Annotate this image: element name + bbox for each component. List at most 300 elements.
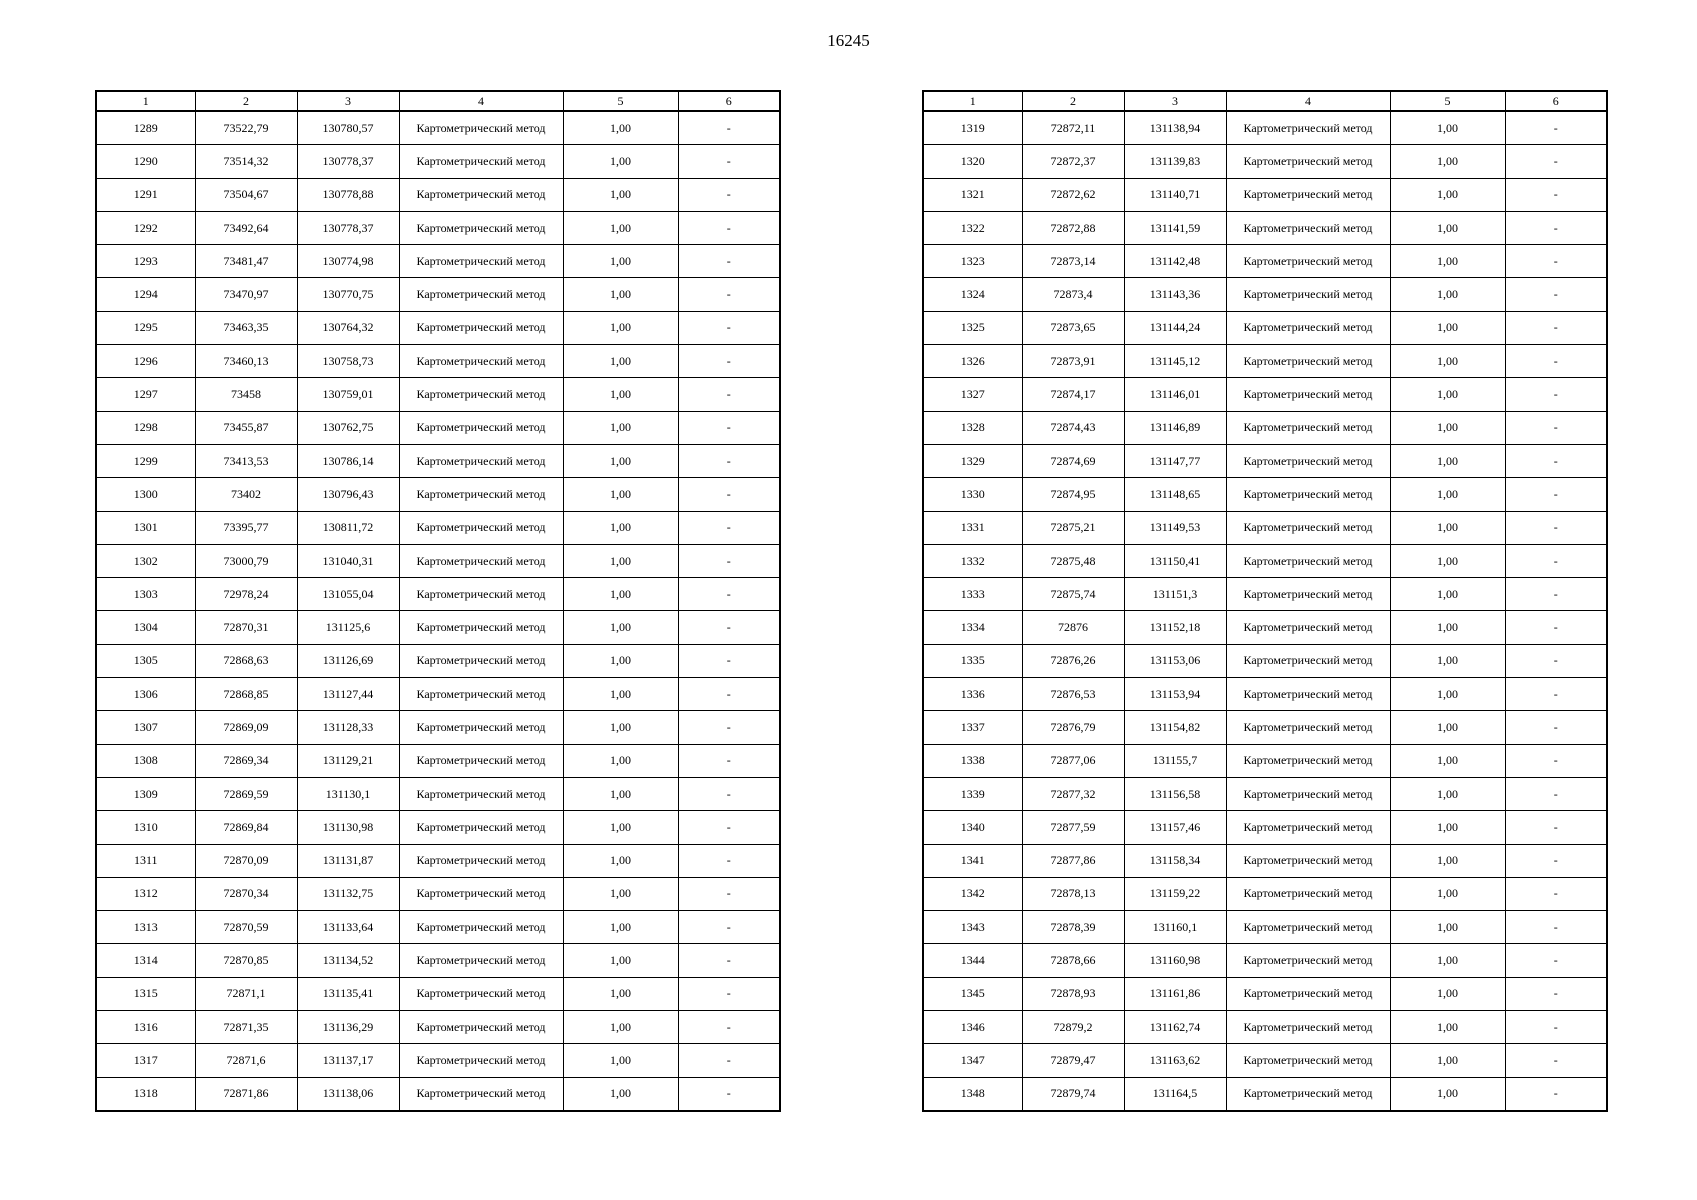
method-cell: Картометрический метод: [399, 977, 563, 1010]
point-number-cell: 1298: [96, 411, 195, 444]
table-row: [96, 345, 780, 378]
method-cell: Картометрический метод: [1226, 111, 1390, 145]
x-coordinate-cell: 73000,79: [195, 544, 297, 577]
column-header: 4: [399, 91, 563, 111]
y-coordinate-cell: 131130,98: [297, 811, 399, 844]
description-cell: -: [678, 611, 780, 644]
point-number-cell: 1343: [923, 911, 1022, 944]
y-coordinate-cell: 131148,65: [1124, 478, 1226, 511]
column-header: 2: [1022, 91, 1124, 111]
accuracy-cell: 1,00: [563, 311, 678, 344]
table-row: [96, 478, 780, 511]
point-number-cell: 1303: [96, 578, 195, 611]
y-coordinate-cell: 131125,6: [297, 611, 399, 644]
point-number-cell: 1291: [96, 178, 195, 211]
column-header: 2: [195, 91, 297, 111]
y-coordinate-cell: 130780,57: [297, 111, 399, 145]
table-row: [923, 877, 1607, 910]
accuracy-cell: 1,00: [563, 178, 678, 211]
x-coordinate-cell: 73455,87: [195, 411, 297, 444]
y-coordinate-cell: 131130,1: [297, 777, 399, 810]
y-coordinate-cell: 130778,88: [297, 178, 399, 211]
accuracy-cell: 1,00: [563, 111, 678, 145]
column-header: 1: [923, 91, 1022, 111]
y-coordinate-cell: 130770,75: [297, 278, 399, 311]
description-cell: -: [1505, 278, 1607, 311]
table-row: [96, 1011, 780, 1044]
accuracy-cell: 1,00: [563, 345, 678, 378]
description-cell: -: [678, 844, 780, 877]
x-coordinate-cell: 73492,64: [195, 211, 297, 244]
method-cell: Картометрический метод: [399, 1044, 563, 1077]
x-coordinate-cell: 73413,53: [195, 444, 297, 477]
accuracy-cell: 1,00: [1390, 311, 1505, 344]
accuracy-cell: 1,00: [1390, 378, 1505, 411]
method-cell: Картометрический метод: [1226, 944, 1390, 977]
coordinates-table-right: [922, 90, 1608, 1112]
y-coordinate-cell: 131147,77: [1124, 444, 1226, 477]
x-coordinate-cell: 72868,85: [195, 678, 297, 711]
table-row: [923, 1044, 1607, 1077]
x-coordinate-cell: 72874,95: [1022, 478, 1124, 511]
method-cell: Картометрический метод: [1226, 178, 1390, 211]
method-cell: Картометрический метод: [399, 777, 563, 810]
x-coordinate-cell: 73460,13: [195, 345, 297, 378]
description-cell: -: [678, 411, 780, 444]
method-cell: Картометрический метод: [1226, 444, 1390, 477]
description-cell: -: [1505, 977, 1607, 1010]
description-cell: -: [678, 478, 780, 511]
x-coordinate-cell: 72870,31: [195, 611, 297, 644]
description-cell: -: [1505, 911, 1607, 944]
point-number-cell: 1330: [923, 478, 1022, 511]
y-coordinate-cell: 131149,53: [1124, 511, 1226, 544]
x-coordinate-cell: 72869,09: [195, 711, 297, 744]
x-coordinate-cell: 73470,97: [195, 278, 297, 311]
accuracy-cell: 1,00: [1390, 544, 1505, 577]
x-coordinate-cell: 72870,85: [195, 944, 297, 977]
table-row: [96, 145, 780, 178]
table-row: [96, 311, 780, 344]
accuracy-cell: 1,00: [1390, 777, 1505, 810]
description-cell: -: [678, 711, 780, 744]
x-coordinate-cell: 72875,74: [1022, 578, 1124, 611]
point-number-cell: 1333: [923, 578, 1022, 611]
accuracy-cell: 1,00: [1390, 844, 1505, 877]
accuracy-cell: 1,00: [563, 1077, 678, 1111]
y-coordinate-cell: 131126,69: [297, 644, 399, 677]
table-row: [923, 278, 1607, 311]
accuracy-cell: 1,00: [1390, 711, 1505, 744]
table-row: [923, 378, 1607, 411]
y-coordinate-cell: 131152,18: [1124, 611, 1226, 644]
x-coordinate-cell: 72877,06: [1022, 744, 1124, 777]
x-coordinate-cell: 73504,67: [195, 178, 297, 211]
y-coordinate-cell: 131040,31: [297, 544, 399, 577]
description-cell: -: [678, 678, 780, 711]
description-cell: -: [678, 511, 780, 544]
table-row: [923, 245, 1607, 278]
y-coordinate-cell: 130786,14: [297, 444, 399, 477]
table-row: [96, 911, 780, 944]
x-coordinate-cell: 72878,66: [1022, 944, 1124, 977]
point-number-cell: 1336: [923, 678, 1022, 711]
method-cell: Картометрический метод: [1226, 911, 1390, 944]
description-cell: -: [678, 311, 780, 344]
accuracy-cell: 1,00: [1390, 1044, 1505, 1077]
point-number-cell: 1302: [96, 544, 195, 577]
x-coordinate-cell: 72978,24: [195, 578, 297, 611]
point-number-cell: 1292: [96, 211, 195, 244]
page-number: 16245: [827, 31, 870, 50]
x-coordinate-cell: 72878,13: [1022, 877, 1124, 910]
description-cell: -: [678, 245, 780, 278]
accuracy-cell: 1,00: [563, 944, 678, 977]
table-row: [923, 478, 1607, 511]
table-row: [923, 911, 1607, 944]
accuracy-cell: 1,00: [1390, 444, 1505, 477]
y-coordinate-cell: 130764,32: [297, 311, 399, 344]
x-coordinate-cell: 73395,77: [195, 511, 297, 544]
point-number-cell: 1321: [923, 178, 1022, 211]
point-number-cell: 1290: [96, 145, 195, 178]
description-cell: -: [1505, 145, 1607, 178]
description-cell: -: [678, 178, 780, 211]
x-coordinate-cell: 72876,79: [1022, 711, 1124, 744]
method-cell: Картометрический метод: [399, 578, 563, 611]
table-row: [96, 544, 780, 577]
table-row: [923, 411, 1607, 444]
x-coordinate-cell: 72877,59: [1022, 811, 1124, 844]
y-coordinate-cell: 131161,86: [1124, 977, 1226, 1010]
method-cell: Картометрический метод: [399, 511, 563, 544]
description-cell: -: [1505, 1077, 1607, 1111]
description-cell: -: [678, 145, 780, 178]
accuracy-cell: 1,00: [563, 744, 678, 777]
accuracy-cell: 1,00: [563, 1011, 678, 1044]
x-coordinate-cell: 72873,14: [1022, 245, 1124, 278]
method-cell: Картометрический метод: [399, 811, 563, 844]
method-cell: Картометрический метод: [1226, 611, 1390, 644]
x-coordinate-cell: 72870,59: [195, 911, 297, 944]
method-cell: Картометрический метод: [399, 411, 563, 444]
method-cell: Картометрический метод: [1226, 977, 1390, 1010]
description-cell: -: [678, 345, 780, 378]
table-row: [923, 578, 1607, 611]
description-cell: -: [678, 1011, 780, 1044]
method-cell: Картометрический метод: [1226, 644, 1390, 677]
point-number-cell: 1289: [96, 111, 195, 145]
method-cell: Картометрический метод: [399, 711, 563, 744]
table-row: [96, 711, 780, 744]
x-coordinate-cell: 72876,53: [1022, 678, 1124, 711]
accuracy-cell: 1,00: [1390, 811, 1505, 844]
description-cell: -: [1505, 345, 1607, 378]
point-number-cell: 1325: [923, 311, 1022, 344]
accuracy-cell: 1,00: [1390, 1077, 1505, 1111]
description-cell: -: [678, 877, 780, 910]
table-row: [96, 111, 780, 145]
method-cell: Картометрический метод: [399, 1077, 563, 1111]
x-coordinate-cell: 72875,48: [1022, 544, 1124, 577]
x-coordinate-cell: 73481,47: [195, 245, 297, 278]
method-cell: Картометрический метод: [1226, 411, 1390, 444]
method-cell: Картометрический метод: [399, 877, 563, 910]
point-number-cell: 1317: [96, 1044, 195, 1077]
method-cell: Картометрический метод: [399, 245, 563, 278]
accuracy-cell: 1,00: [563, 411, 678, 444]
point-number-cell: 1318: [96, 1077, 195, 1111]
description-cell: -: [678, 977, 780, 1010]
y-coordinate-cell: 131155,7: [1124, 744, 1226, 777]
description-cell: -: [1505, 378, 1607, 411]
y-coordinate-cell: 131154,82: [1124, 711, 1226, 744]
x-coordinate-cell: 72870,34: [195, 877, 297, 910]
table-row: [96, 378, 780, 411]
table-row: [923, 178, 1607, 211]
description-cell: -: [1505, 211, 1607, 244]
accuracy-cell: 1,00: [563, 245, 678, 278]
table-row: [96, 977, 780, 1010]
table-row: [96, 444, 780, 477]
column-header: 6: [1505, 91, 1607, 111]
description-cell: -: [1505, 411, 1607, 444]
coordinates-table-left: [95, 90, 781, 1112]
accuracy-cell: 1,00: [563, 544, 678, 577]
method-cell: Картометрический метод: [1226, 145, 1390, 178]
description-cell: -: [1505, 444, 1607, 477]
table-row: [96, 278, 780, 311]
description-cell: -: [678, 278, 780, 311]
method-cell: Картометрический метод: [399, 211, 563, 244]
table-row: [96, 644, 780, 677]
table-row: [923, 511, 1607, 544]
x-coordinate-cell: 72875,21: [1022, 511, 1124, 544]
x-coordinate-cell: 72879,2: [1022, 1011, 1124, 1044]
x-coordinate-cell: 72871,86: [195, 1077, 297, 1111]
point-number-cell: 1344: [923, 944, 1022, 977]
description-cell: -: [678, 744, 780, 777]
accuracy-cell: 1,00: [563, 811, 678, 844]
description-cell: -: [1505, 311, 1607, 344]
y-coordinate-cell: 131160,1: [1124, 911, 1226, 944]
table-row: [923, 111, 1607, 145]
column-header: 5: [563, 91, 678, 111]
x-coordinate-cell: 72869,34: [195, 744, 297, 777]
accuracy-cell: 1,00: [1390, 345, 1505, 378]
method-cell: Картометрический метод: [1226, 345, 1390, 378]
description-cell: -: [1505, 1011, 1607, 1044]
table-row: [96, 844, 780, 877]
description-cell: -: [1505, 544, 1607, 577]
y-coordinate-cell: 131138,94: [1124, 111, 1226, 145]
point-number-cell: 1346: [923, 1011, 1022, 1044]
table-row: [923, 145, 1607, 178]
point-number-cell: 1339: [923, 777, 1022, 810]
table-row: [96, 1077, 780, 1111]
point-number-cell: 1348: [923, 1077, 1022, 1111]
table-row: [923, 711, 1607, 744]
method-cell: Картометрический метод: [399, 1011, 563, 1044]
x-coordinate-cell: 72873,65: [1022, 311, 1124, 344]
method-cell: Картометрический метод: [399, 678, 563, 711]
column-header: 3: [1124, 91, 1226, 111]
y-coordinate-cell: 130796,43: [297, 478, 399, 511]
accuracy-cell: 1,00: [563, 911, 678, 944]
method-cell: Картометрический метод: [1226, 678, 1390, 711]
point-number-cell: 1324: [923, 278, 1022, 311]
description-cell: -: [1505, 777, 1607, 810]
description-cell: -: [1505, 844, 1607, 877]
table-row: [923, 777, 1607, 810]
y-coordinate-cell: 131128,33: [297, 711, 399, 744]
accuracy-cell: 1,00: [563, 678, 678, 711]
description-cell: -: [1505, 111, 1607, 145]
x-coordinate-cell: 73522,79: [195, 111, 297, 145]
description-cell: -: [1505, 1044, 1607, 1077]
y-coordinate-cell: 130758,73: [297, 345, 399, 378]
accuracy-cell: 1,00: [1390, 744, 1505, 777]
x-coordinate-cell: 72872,88: [1022, 211, 1124, 244]
point-number-cell: 1340: [923, 811, 1022, 844]
x-coordinate-cell: 72869,84: [195, 811, 297, 844]
description-cell: -: [678, 777, 780, 810]
method-cell: Картометрический метод: [1226, 811, 1390, 844]
method-cell: Картометрический метод: [1226, 844, 1390, 877]
y-coordinate-cell: 131159,22: [1124, 877, 1226, 910]
point-number-cell: 1338: [923, 744, 1022, 777]
x-coordinate-cell: 72874,17: [1022, 378, 1124, 411]
accuracy-cell: 1,00: [1390, 411, 1505, 444]
y-coordinate-cell: 131158,34: [1124, 844, 1226, 877]
table-row: [96, 877, 780, 910]
table-row: [923, 944, 1607, 977]
accuracy-cell: 1,00: [1390, 178, 1505, 211]
table-row: [923, 811, 1607, 844]
method-cell: Картометрический метод: [1226, 744, 1390, 777]
y-coordinate-cell: 130759,01: [297, 378, 399, 411]
point-number-cell: 1310: [96, 811, 195, 844]
method-cell: Картометрический метод: [399, 178, 563, 211]
accuracy-cell: 1,00: [1390, 478, 1505, 511]
table-row: [923, 1011, 1607, 1044]
accuracy-cell: 1,00: [563, 877, 678, 910]
point-number-cell: 1331: [923, 511, 1022, 544]
method-cell: Картометрический метод: [399, 944, 563, 977]
method-cell: Картометрический метод: [1226, 245, 1390, 278]
point-number-cell: 1320: [923, 145, 1022, 178]
method-cell: Картометрический метод: [399, 311, 563, 344]
table-row: [96, 1044, 780, 1077]
accuracy-cell: 1,00: [563, 511, 678, 544]
description-cell: -: [1505, 644, 1607, 677]
accuracy-cell: 1,00: [1390, 278, 1505, 311]
y-coordinate-cell: 131160,98: [1124, 944, 1226, 977]
y-coordinate-cell: 131153,94: [1124, 678, 1226, 711]
accuracy-cell: 1,00: [563, 478, 678, 511]
x-coordinate-cell: 72876: [1022, 611, 1124, 644]
method-cell: Картометрический метод: [399, 911, 563, 944]
description-cell: -: [1505, 944, 1607, 977]
method-cell: Картометрический метод: [399, 444, 563, 477]
accuracy-cell: 1,00: [563, 1044, 678, 1077]
accuracy-cell: 1,00: [563, 844, 678, 877]
point-number-cell: 1334: [923, 611, 1022, 644]
method-cell: Картометрический метод: [1226, 278, 1390, 311]
point-number-cell: 1332: [923, 544, 1022, 577]
table-row: [923, 611, 1607, 644]
point-number-cell: 1301: [96, 511, 195, 544]
x-coordinate-cell: 72879,74: [1022, 1077, 1124, 1111]
accuracy-cell: 1,00: [1390, 578, 1505, 611]
y-coordinate-cell: 131151,3: [1124, 578, 1226, 611]
x-coordinate-cell: 72877,32: [1022, 777, 1124, 810]
x-coordinate-cell: 73402: [195, 478, 297, 511]
accuracy-cell: 1,00: [1390, 145, 1505, 178]
point-number-cell: 1308: [96, 744, 195, 777]
method-cell: Картометрический метод: [1226, 877, 1390, 910]
point-number-cell: 1309: [96, 777, 195, 810]
description-cell: -: [1505, 245, 1607, 278]
y-coordinate-cell: 131153,06: [1124, 644, 1226, 677]
point-number-cell: 1295: [96, 311, 195, 344]
point-number-cell: 1316: [96, 1011, 195, 1044]
description-cell: -: [678, 1044, 780, 1077]
table-row: [96, 578, 780, 611]
y-coordinate-cell: 131146,01: [1124, 378, 1226, 411]
description-cell: -: [1505, 611, 1607, 644]
description-cell: -: [1505, 478, 1607, 511]
header-row: [923, 91, 1607, 111]
y-coordinate-cell: 131139,83: [1124, 145, 1226, 178]
method-cell: Картометрический метод: [1226, 544, 1390, 577]
description-cell: -: [1505, 178, 1607, 211]
description-cell: -: [678, 111, 780, 145]
description-cell: -: [1505, 711, 1607, 744]
method-cell: Картометрический метод: [1226, 478, 1390, 511]
method-cell: Картометрический метод: [1226, 211, 1390, 244]
method-cell: Картометрический метод: [399, 145, 563, 178]
table-row: [96, 811, 780, 844]
x-coordinate-cell: 72871,6: [195, 1044, 297, 1077]
point-number-cell: 1337: [923, 711, 1022, 744]
point-number-cell: 1314: [96, 944, 195, 977]
method-cell: Картометрический метод: [399, 844, 563, 877]
x-coordinate-cell: 72872,62: [1022, 178, 1124, 211]
column-header: 3: [297, 91, 399, 111]
description-cell: -: [678, 644, 780, 677]
method-cell: Картометрический метод: [399, 544, 563, 577]
description-cell: -: [678, 1077, 780, 1111]
x-coordinate-cell: 73458: [195, 378, 297, 411]
point-number-cell: 1299: [96, 444, 195, 477]
y-coordinate-cell: 131162,74: [1124, 1011, 1226, 1044]
table-row: [96, 211, 780, 244]
point-number-cell: 1329: [923, 444, 1022, 477]
accuracy-cell: 1,00: [563, 711, 678, 744]
y-coordinate-cell: 131145,12: [1124, 345, 1226, 378]
x-coordinate-cell: 72872,37: [1022, 145, 1124, 178]
description-cell: -: [678, 544, 780, 577]
y-coordinate-cell: 130778,37: [297, 211, 399, 244]
table-row: [96, 511, 780, 544]
method-cell: Картометрический метод: [399, 611, 563, 644]
header-row: [96, 91, 780, 111]
description-cell: -: [678, 944, 780, 977]
y-coordinate-cell: 131133,64: [297, 911, 399, 944]
point-number-cell: 1305: [96, 644, 195, 677]
accuracy-cell: 1,00: [563, 977, 678, 1010]
